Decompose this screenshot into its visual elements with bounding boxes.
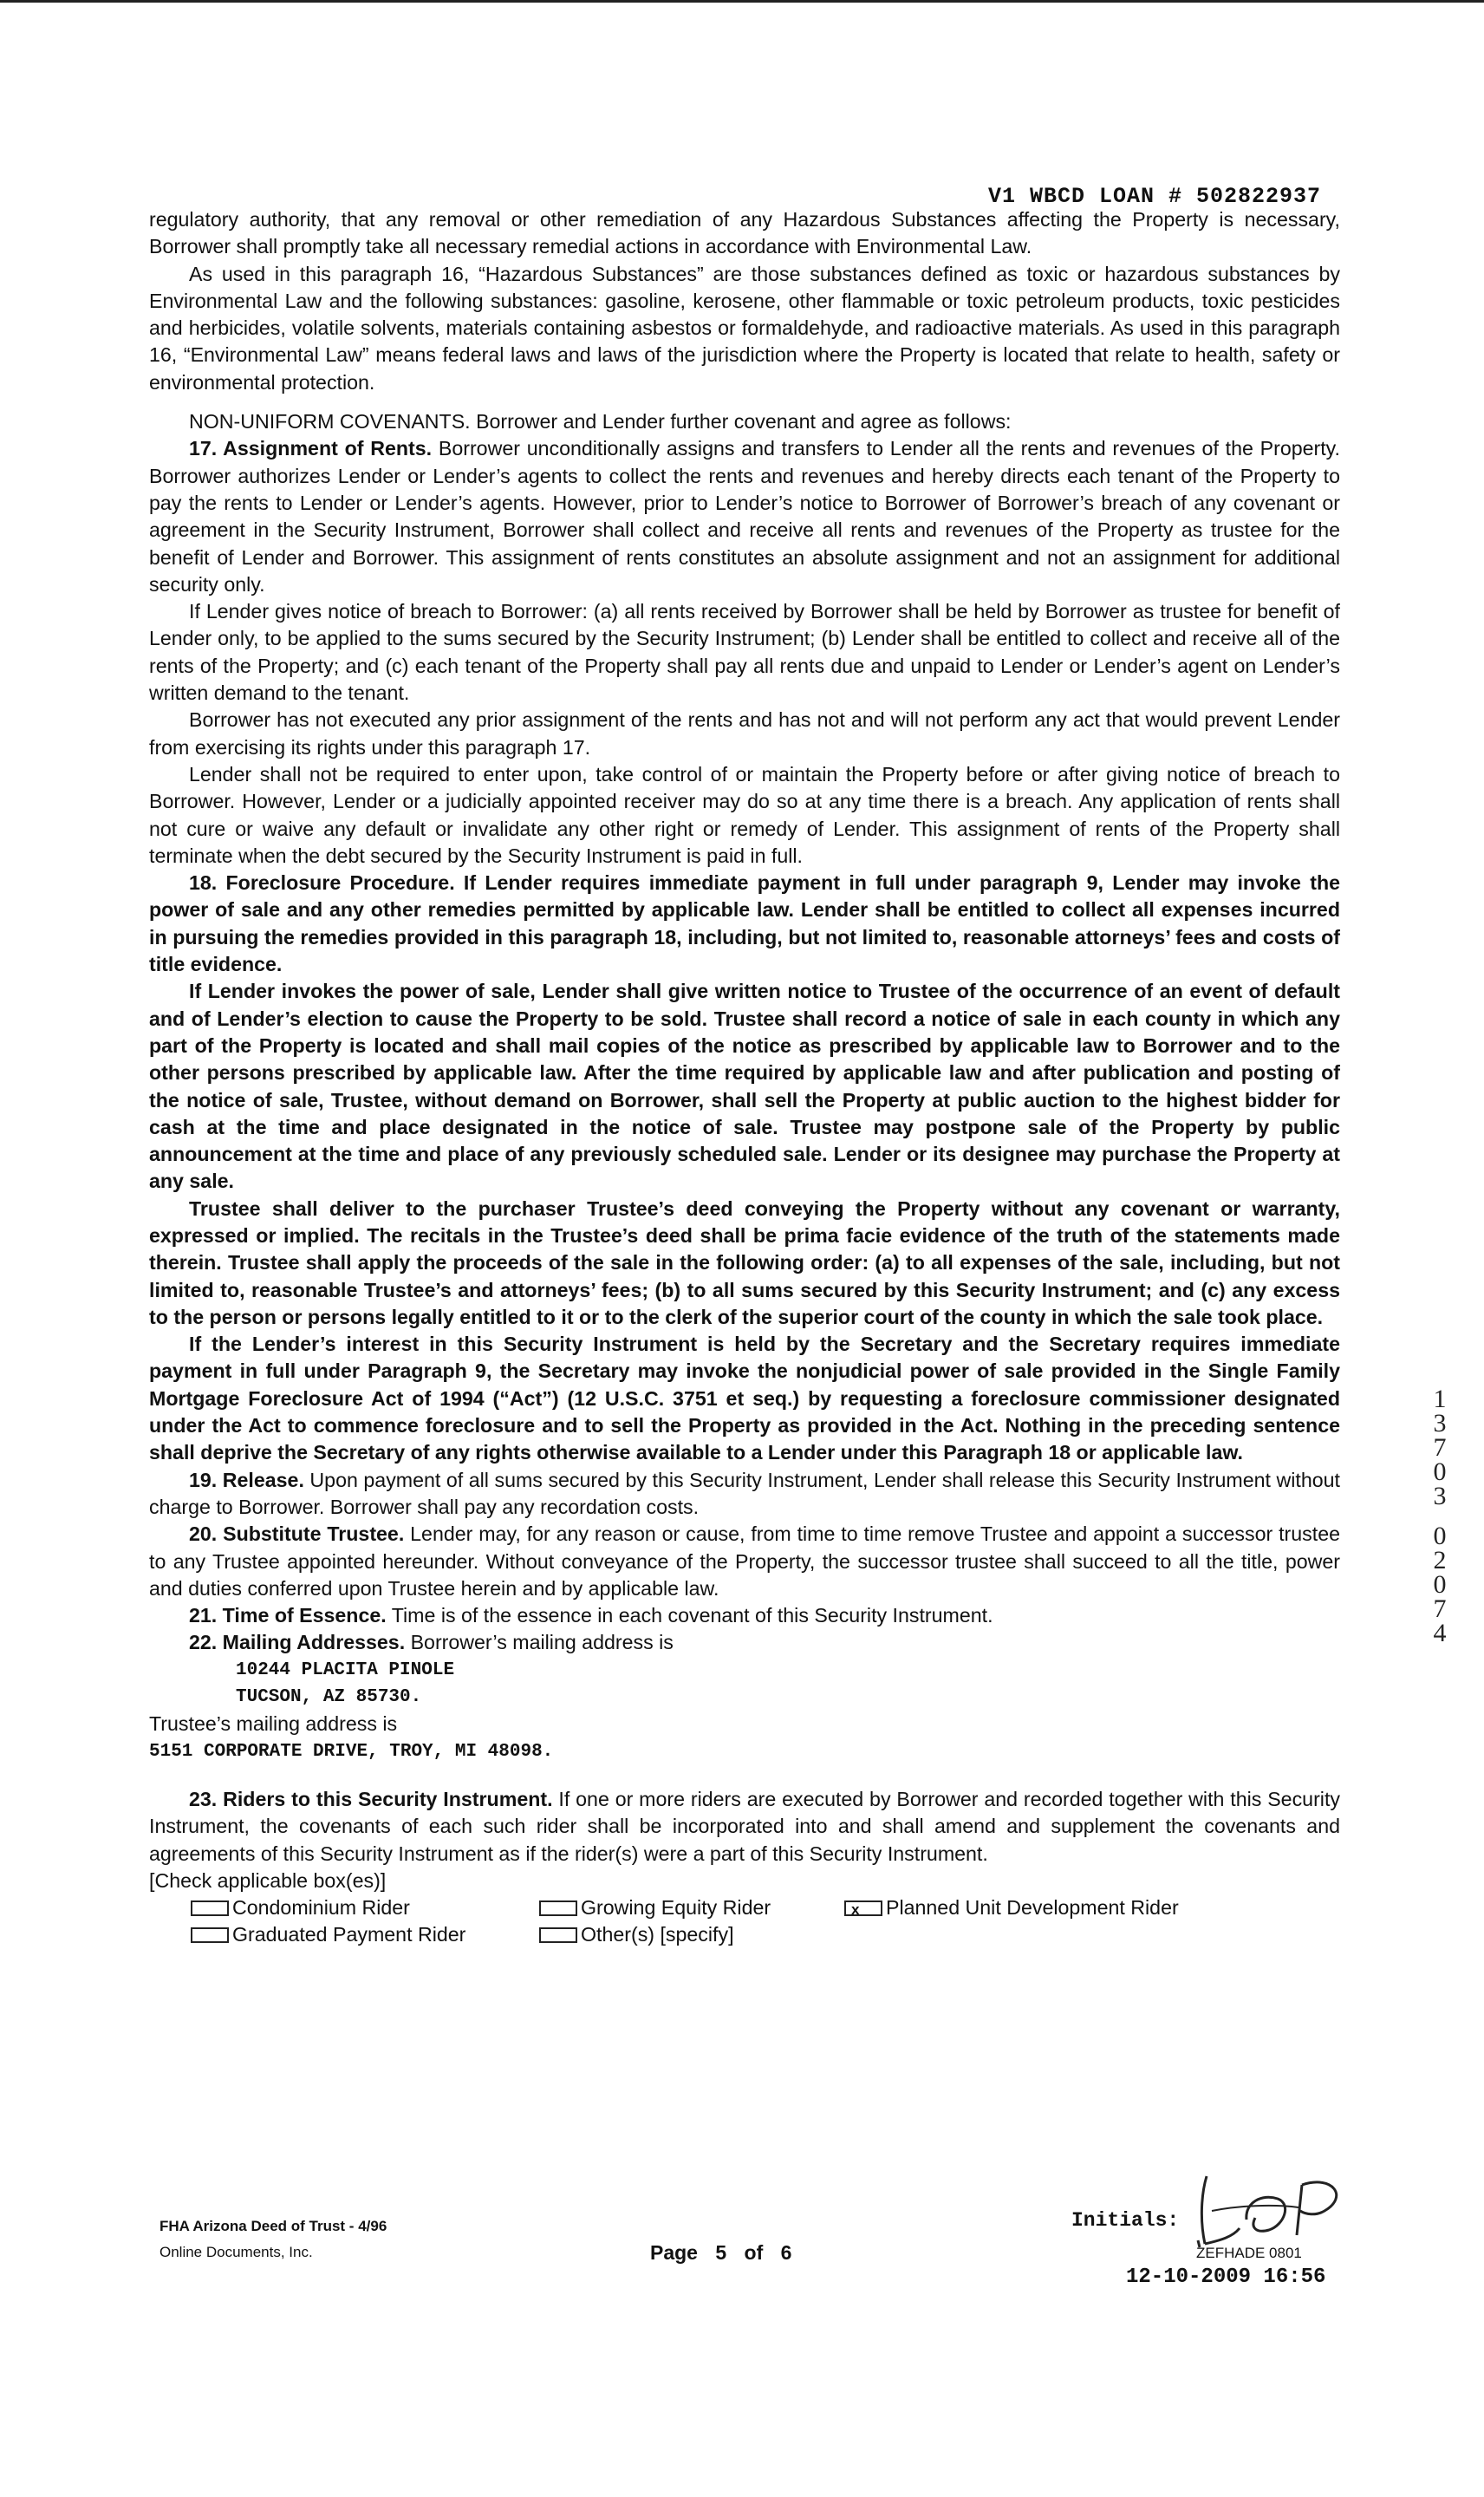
- checkbox[interactable]: [191, 1927, 229, 1943]
- document-body: [149, 206, 1340, 1948]
- paragraph-19: [149, 1467, 1340, 1522]
- recording-digit: 3: [1433, 1482, 1447, 1510]
- paragraph-17-heading: 17. Assignment of Rents.: [189, 437, 433, 460]
- initials-code: ZEFHADE 0801: [1196, 2245, 1302, 2261]
- paragraph-23-text: If one or more riders are executed by Borrower and recorded together with this Security Instrument, the covenants of each such rider shall be incorporated into and shall amend and supplement the covenants and agreements of this Security Instrument as if the rider(s) were a part of this Security Instrument.: [149, 1787, 1340, 1865]
- recording-number: [1427, 1387, 1453, 1646]
- loan-number: V1 WBCD LOAN # 502822937: [988, 184, 1322, 209]
- paragraph-18-sub-1: If Lender invokes the power of sale, Lender shall give written notice to Trustee of the occurrence of an event of default and of Lender’s election to cause the Property to be sold. Trustee shall record a notice of sale in each county in which any part of the Property is located and shall mail copies of the notice as prescribed by applicable law to Borrower and to the other persons prescribed by applicable law. After the time required by applicable law and after publication and posting of the notice of sale, Trustee, without demand on Borrower, shall sell the Property at public auction to the highest bidder for cash at the time and place designated in the notice of sale. Trustee may postpone sale of the Property by public announcement at the time and place of any previously scheduled sale. Lender or its designee may purchase the Property at any sale.: [149, 980, 1340, 1193]
- recording-digit: 1: [1433, 1385, 1447, 1413]
- rider-label: Other(s) [specify]: [581, 1922, 734, 1946]
- borrower-address-line-2: TUCSON, AZ 85730.: [236, 1687, 422, 1708]
- paragraph-19-heading: 19. Release.: [189, 1468, 304, 1491]
- rider-checkboxes: [149, 1894, 1340, 1948]
- rider-growing-equity[interactable]: [539, 1894, 844, 1921]
- recording-digit: 0: [1433, 1457, 1447, 1486]
- checkbox[interactable]: [539, 1927, 577, 1943]
- publisher: Online Documents, Inc.: [159, 2244, 313, 2260]
- top-border: [0, 0, 1484, 3]
- non-uniform-covenants: NON-UNIFORM COVENANTS. Borrower and Lender further covenant and agree as follows:: [189, 410, 1012, 434]
- paragraph-21-heading: 21. Time of Essence.: [189, 1604, 387, 1627]
- trustee-address-label: Trustee’s mailing address is: [149, 1712, 398, 1736]
- form-name: FHA Arizona Deed of Trust - 4/96: [159, 2218, 387, 2234]
- paragraph-17: [149, 435, 1340, 598]
- recording-digit: 4: [1433, 1619, 1447, 1647]
- rider-others[interactable]: [539, 1921, 844, 1948]
- paragraph-22-heading: 22. Mailing Addresses.: [189, 1631, 406, 1654]
- paragraph-22: [149, 1629, 1340, 1656]
- rider-label: Planned Unit Development Rider: [886, 1895, 1179, 1919]
- rider-graduated-payment[interactable]: [149, 1921, 539, 1948]
- checkbox[interactable]: [191, 1900, 229, 1916]
- paragraph-23-heading: 23. Riders to this Security Instrument.: [189, 1787, 553, 1810]
- rider-label: Condominium Rider: [232, 1895, 410, 1919]
- paragraph-17-sub-3: Lender shall not be required to enter upon, take control of or maintain the Property before or after giving notice of breach to Borrower. However, Lender or a judicially appointed receiver may do so at any time there is a breach. Any application of rents shall not cure or waive any default or invalidate any other right or remedy of Lender. This assignment of rents of the Property shall terminate when the debt secured by the Security Instrument is paid in full.: [149, 762, 1340, 867]
- paragraph-21-text: Time is of the essence in each covenant of this Security Instrument.: [386, 1604, 993, 1627]
- recording-digit: 0: [1433, 1522, 1447, 1550]
- rider-label: Growing Equity Rider: [581, 1895, 771, 1919]
- recording-digit: 7: [1433, 1594, 1447, 1623]
- checkbox-checked[interactable]: x: [844, 1900, 882, 1916]
- checkbox[interactable]: [539, 1900, 577, 1916]
- recording-digit: 0: [1433, 1570, 1447, 1599]
- borrower-address-line-1: 10244 PLACITA PINOLE: [236, 1659, 455, 1680]
- paragraph-21: [149, 1602, 1340, 1629]
- paragraph-18-text: If Lender requires immediate payment in full under paragraph 9, Lender may invoke the power of sale and any other remedies permitted by applicable law. Lender shall be entitled to collect all expenses incurred in pursuing the remedies provided in this paragraph 18, including, but not limited to, reasonable attorneys’ fees and costs of title evidence.: [149, 871, 1341, 976]
- paragraph-18-sub-3: If the Lender’s interest in this Security Instrument is held by the Secretary and the Secretary requires immediate payment in full under Paragraph 9, the Secretary may invoke the nonjudicial power of sale provided in the Single Family Mortgage Foreclosure Act of 1994 (“Act”) (12 U.S.C. 3751 et seq.) by requesting a foreclosure commissioner designated under the Act to commence foreclosure and to sell the Property as provided in the Act. Nothing in the preceding sentence shall deprive the Secretary of any rights otherwise available to a Lender under this Paragraph 18 or applicable law.: [149, 1333, 1340, 1464]
- paragraph-16-continued: regulatory authority, that any removal or other remediation of any Hazardous Substances affecting the Property is necessary, Borrower shall promptly take all necessary remedial actions in accordance with Environmental Law.: [149, 208, 1340, 258]
- rider-label: Graduated Payment Rider: [232, 1922, 466, 1946]
- rider-condominium[interactable]: [149, 1894, 539, 1921]
- check-label: [Check applicable box(es)]: [149, 1868, 387, 1892]
- paragraph-23: [149, 1786, 1340, 1868]
- recording-digit: 7: [1433, 1433, 1447, 1462]
- page-number: Page 5 of 6: [650, 2241, 792, 2264]
- paragraph-18: [149, 870, 1340, 978]
- initials-signature: [1194, 2168, 1359, 2250]
- paragraph-18-heading: 18. Foreclosure Procedure.: [189, 871, 455, 895]
- paragraph-20: [149, 1521, 1340, 1602]
- paragraph-20-text: Lender may, for any reason or cause, from time to time remove Trustee and appoint a successor trustee to any Trustee appointed hereunder. Without conveyance of the Property, the successor trustee shall succeed to all the title, power and duties conferred upon Trustee herein and by applicable law.: [149, 1522, 1340, 1600]
- paragraph-16-definitions: As used in this paragraph 16, “Hazardous Substances” are those substances defined as toxic or hazardous substances by Environmental Law and the following substances: gasoline, kerosene, other flammable or toxic petroleum products, toxic pesticides and herbicides, volatile solvents, materials containing asbestos or formaldehyde, and radioactive materials. As used in this paragraph 16, “Environmental Law” means federal laws and laws of the jurisdiction where the Property is located that relate to health, safety or environmental protection.: [149, 262, 1340, 394]
- paragraph-20-heading: 20. Substitute Trustee.: [189, 1522, 405, 1546]
- trustee-address: 5151 CORPORATE DRIVE, TROY, MI 48098.: [149, 1741, 554, 1762]
- paragraph-17-text: Borrower unconditionally assigns and transfers to Lender all the rents and revenues of the Property. Borrower authorizes Lender or Lender’s agents to collect the rents and revenues and hereby directs each tenant of the Property to pay the rents to Lender or Lender’s agents. However, prior to Lender’s notice to Borrower of Borrower’s breach of any covenant or agreement in the Security Instrument, Borrower shall collect and receive all rents and revenues of the Property as trustee for the benefit of Lender and Borrower. This assignment of rents constitutes an absolute assignment and not an assignment for additional security only.: [149, 437, 1340, 596]
- paragraph-19-text: Upon payment of all sums secured by this Security Instrument, Lender shall release this Security Instrument without charge to Borrower. Borrower shall pay any recordation costs.: [149, 1468, 1340, 1518]
- paragraph-17-sub-1: If Lender gives notice of breach to Borrower: (a) all rents received by Borrower shall be held by Borrower as trustee for benefit of Lender only, to be applied to the sums secured by the Security Instrument; (b) Lender shall be entitled to collect and receive all of the rents of the Property; and (c) each tenant of the Property shall pay all rents due and unpaid to Lender or Lender’s agent on Lender’s written demand to the tenant.: [149, 600, 1340, 705]
- initials-label: Initials:: [1071, 2209, 1180, 2232]
- paragraph-18-sub-2: Trustee shall deliver to the purchaser Trustee’s deed conveying the Property without any covenant or warranty, expressed or implied. The recitals in the Trustee’s deed shall be prima facie evidence of the truth of the statements made therein. Trustee shall apply the proceeds of the sale in the following order: (a) to all expenses of the sale, including, but not limited to, reasonable Trustee’s and attorneys’ fees; (b) to all sums secured by this Security Instrument; and (c) any excess to the person or persons legally entitled to it or to the clerk of the superior court of the county in which the sale took place.: [149, 1196, 1340, 1328]
- datetime-stamp: 12-10-2009 16:56: [1126, 2266, 1326, 2289]
- footer-form-info: [159, 2213, 387, 2266]
- rider-planned-unit-development[interactable]: [844, 1894, 1179, 1921]
- recording-digit: 3: [1433, 1409, 1447, 1438]
- recording-digit: 2: [1433, 1546, 1447, 1574]
- paragraph-17-sub-2: Borrower has not executed any prior assignment of the rents and has not and will not perform any act that would prevent Lender from exercising its rights under this paragraph 17.: [149, 708, 1340, 759]
- paragraph-22-text: Borrower’s mailing address is: [405, 1631, 674, 1654]
